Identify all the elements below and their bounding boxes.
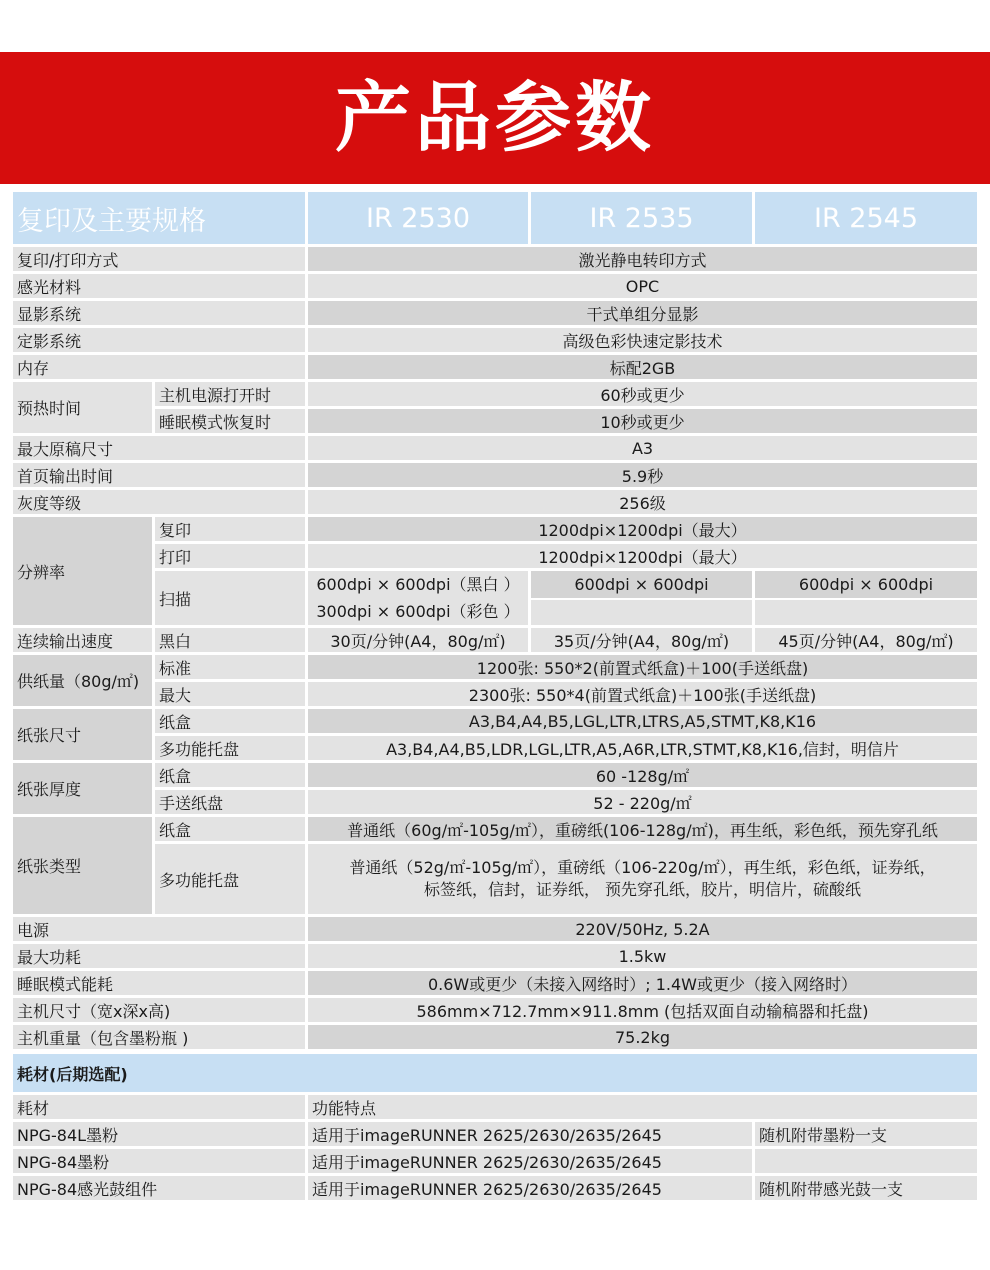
value-photo-material: OPC (308, 274, 977, 298)
header-model-2545: IR 2545 (755, 192, 977, 244)
label-gray: 灰度等级 (13, 490, 305, 514)
label-dev-system: 显影系统 (13, 301, 305, 325)
header-model-2535: IR 2535 (531, 192, 752, 244)
label-weight-cassette: 纸盒 (155, 763, 305, 787)
consumable-name: NPG-84L墨粉 (13, 1122, 305, 1146)
label-resolution-copy: 复印 (155, 517, 305, 541)
value-max-power: 1.5kw (308, 944, 977, 968)
label-type-cassette: 纸盒 (155, 817, 305, 841)
header-model-2530: IR 2530 (308, 192, 528, 244)
consumable-name: NPG-84感光鼓组件 (13, 1176, 305, 1200)
value-warmup-sleep: 10秒或更少 (308, 409, 977, 433)
label-size-cassette: 纸盒 (155, 709, 305, 733)
consumable-name: NPG-84墨粉 (13, 1149, 305, 1173)
value-weight-manual: 52 - 220g/㎡ (308, 790, 977, 814)
value-weight: 75.2kg (308, 1025, 977, 1049)
label-warmup-power-on: 主机电源打开时 (155, 382, 305, 406)
consumable-feature: 适用于imageRUNNER 2625/2630/2635/2645 (308, 1176, 752, 1200)
value-sleep-power: 0.6W或更少（未接入网络时）; 1.4W或更少（接入网络时） (308, 971, 977, 995)
label-power: 电源 (13, 917, 305, 941)
label-size: 主机尺寸（宽x深x高) (13, 998, 305, 1022)
value-memory: 标配2GB (308, 355, 977, 379)
consumable-feature: 适用于imageRUNNER 2625/2630/2635/2645 (308, 1149, 752, 1173)
consumable-note (755, 1149, 977, 1173)
label-sleep-power: 睡眠模式能耗 (13, 971, 305, 995)
label-memory: 内存 (13, 355, 305, 379)
label-paper-weight: 纸张厚度 (13, 763, 152, 814)
label-capacity-max: 最大 (155, 682, 305, 706)
value-size-bypass: A3,B4,A4,B5,LDR,LGL,LTR,A5,A6R,LTR,STMT,K8,K16,信封，明信片 (308, 736, 977, 760)
banner (0, 52, 990, 184)
label-fix-system: 定影系统 (13, 328, 305, 352)
value-speed-2545: 45页/分钟(A4，80g/㎡) (755, 628, 977, 652)
value-speed-2530: 30页/分钟(A4，80g/㎡) (308, 628, 528, 652)
label-speed: 连续输出速度 (13, 628, 152, 652)
value-weight-cassette: 60 -128g/㎡ (308, 763, 977, 787)
value-resolution-scan-2545: 600dpi × 600dpi (755, 571, 977, 598)
value-fix-system: 高级色彩快速定影技术 (308, 328, 977, 352)
empty-cell (755, 600, 977, 625)
label-warmup: 预热时间 (13, 382, 152, 433)
value-type-cassette: 普通纸（60g/㎡-105g/㎡），重磅纸(106-128g/㎡)，再生纸，彩色纸，预先穿孔纸 (308, 817, 977, 841)
consumable-feature: 适用于imageRUNNER 2625/2630/2635/2645 (308, 1122, 752, 1146)
header-spec: 复印及主要规格 (13, 192, 305, 244)
label-max-original: 最大原稿尺寸 (13, 436, 305, 460)
value-power: 220V/50Hz, 5.2A (308, 917, 977, 941)
value-capacity-std: 1200张: 550*2(前置式纸盒)＋100(手送纸盘) (308, 655, 977, 679)
label-capacity-std: 标准 (155, 655, 305, 679)
consumables-col-feature: 功能特点 (308, 1095, 977, 1119)
label-resolution-print: 打印 (155, 544, 305, 568)
value-size: 586mm×712.7mm×911.8mm (包括双面自动输稿器和托盘) (308, 998, 977, 1022)
value-max-original: A3 (308, 436, 977, 460)
scan-mono: 600dpi × 600dpi（黑白 ） (316, 575, 520, 594)
value-size-cassette: A3,B4,A4,B5,LGL,LTR,LTRS,A5,STMT,K8,K16 (308, 709, 977, 733)
banner-title: 产品参数 (335, 73, 655, 162)
value-speed-2535: 35页/分钟(A4，80g/㎡) (531, 628, 752, 652)
value-dev-system: 干式单组分显影 (308, 301, 977, 325)
type-bypass-line2: 标签纸，信封，证券纸， 预先穿孔纸，胶片，明信片，硫酸纸 (423, 880, 862, 899)
value-resolution-copy: 1200dpi×1200dpi（最大） (308, 517, 977, 541)
label-max-power: 最大功耗 (13, 944, 305, 968)
value-warmup-power-on: 60秒或更少 (308, 382, 977, 406)
value-resolution-print: 1200dpi×1200dpi（最大） (308, 544, 977, 568)
consumables-title: 耗材(后期选配) (13, 1054, 977, 1092)
label-warmup-sleep: 睡眠模式恢复时 (155, 409, 305, 433)
label-resolution: 分辨率 (13, 517, 152, 625)
value-copy-method: 激光静电转印方式 (308, 247, 977, 271)
label-type-bypass: 多功能托盘 (155, 844, 305, 914)
consumables-col-item: 耗材 (13, 1095, 305, 1119)
label-weight: 主机重量（包含墨粉瓶 ) (13, 1025, 305, 1049)
label-paper-capacity: 供纸量（80g/㎡) (13, 655, 152, 706)
label-weight-manual: 手送纸盘 (155, 790, 305, 814)
value-first-out: 5.9秒 (308, 463, 977, 487)
empty-cell (531, 600, 752, 625)
value-gray: 256级 (308, 490, 977, 514)
label-first-out: 首页输出时间 (13, 463, 305, 487)
scan-color: 300dpi × 600dpi（彩色 ） (316, 602, 520, 621)
label-copy-method: 复印/打印方式 (13, 247, 305, 271)
label-speed-mono: 黑白 (155, 628, 305, 652)
value-resolution-scan-2535: 600dpi × 600dpi (531, 571, 752, 598)
label-resolution-scan: 扫描 (155, 571, 305, 625)
label-size-bypass: 多功能托盘 (155, 736, 305, 760)
label-paper-size: 纸张尺寸 (13, 709, 152, 760)
type-bypass-line1: 普通纸（52g/㎡-105g/㎡），重磅纸（106-220g/㎡），再生纸，彩色纸，证券纸， (349, 858, 936, 877)
consumable-note: 随机附带墨粉一支 (755, 1122, 977, 1146)
label-paper-type: 纸张类型 (13, 817, 152, 914)
value-resolution-scan-2530 (308, 571, 528, 625)
value-type-bypass (308, 844, 977, 914)
label-photo-material: 感光材料 (13, 274, 305, 298)
value-capacity-max: 2300张: 550*4(前置式纸盒)＋100张(手送纸盘) (308, 682, 977, 706)
consumable-note: 随机附带感光鼓一支 (755, 1176, 977, 1200)
